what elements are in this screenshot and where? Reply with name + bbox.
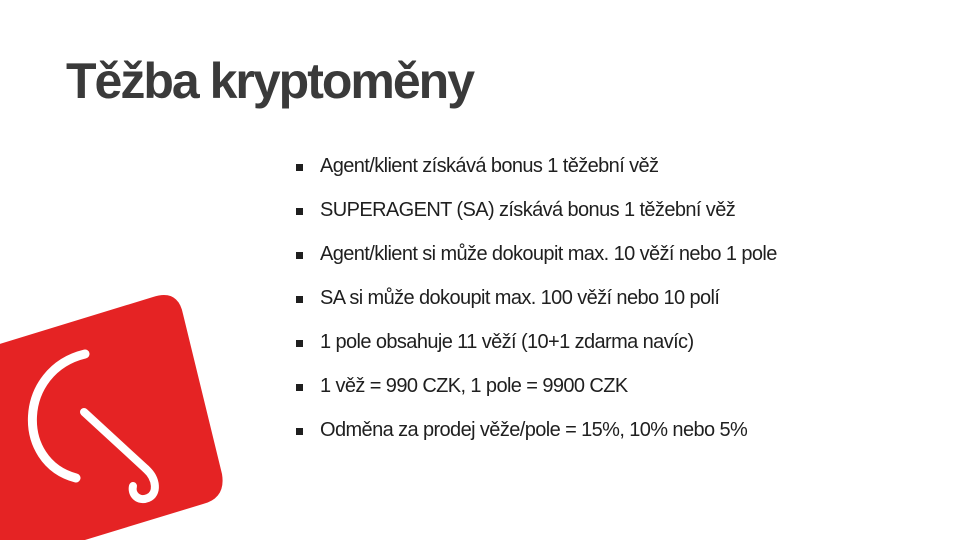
square-bullet-icon [296, 340, 303, 347]
bullet-item [296, 408, 777, 452]
square-bullet-icon [296, 296, 303, 303]
bullet-text: SA si může dokoupit max. 100 věží nebo 10 polí [320, 286, 720, 309]
square-bullet-icon [296, 208, 303, 215]
bullet-list [296, 144, 777, 452]
bullet-item [296, 144, 777, 188]
bullet-text: Agent/klient získává bonus 1 těžební věž [320, 154, 659, 177]
bullet-item [296, 232, 777, 276]
square-bullet-icon [296, 428, 303, 435]
bullet-item [296, 276, 777, 320]
bullet-item [296, 320, 777, 364]
bullet-text: 1 pole obsahuje 11 věží (10+1 zdarma navíc) [320, 330, 694, 353]
square-bullet-icon [296, 252, 303, 259]
square-bullet-icon [296, 384, 303, 391]
bullet-text: Agent/klient si může dokoupit max. 10 věží nebo 1 pole [320, 242, 777, 265]
square-bullet-icon [296, 164, 303, 171]
bullet-text: Odměna za prodej věže/pole = 15%, 10% nebo 5% [320, 418, 748, 441]
bullet-item [296, 188, 777, 232]
slide-title: Těžba kryptoměny [66, 53, 474, 109]
bullet-text: SUPERAGENT (SA) získává bonus 1 těžební věž [320, 198, 736, 221]
bullet-text: 1 věž = 990 CZK, 1 pole = 9900 CZK [320, 374, 628, 397]
bullet-item [296, 364, 777, 408]
